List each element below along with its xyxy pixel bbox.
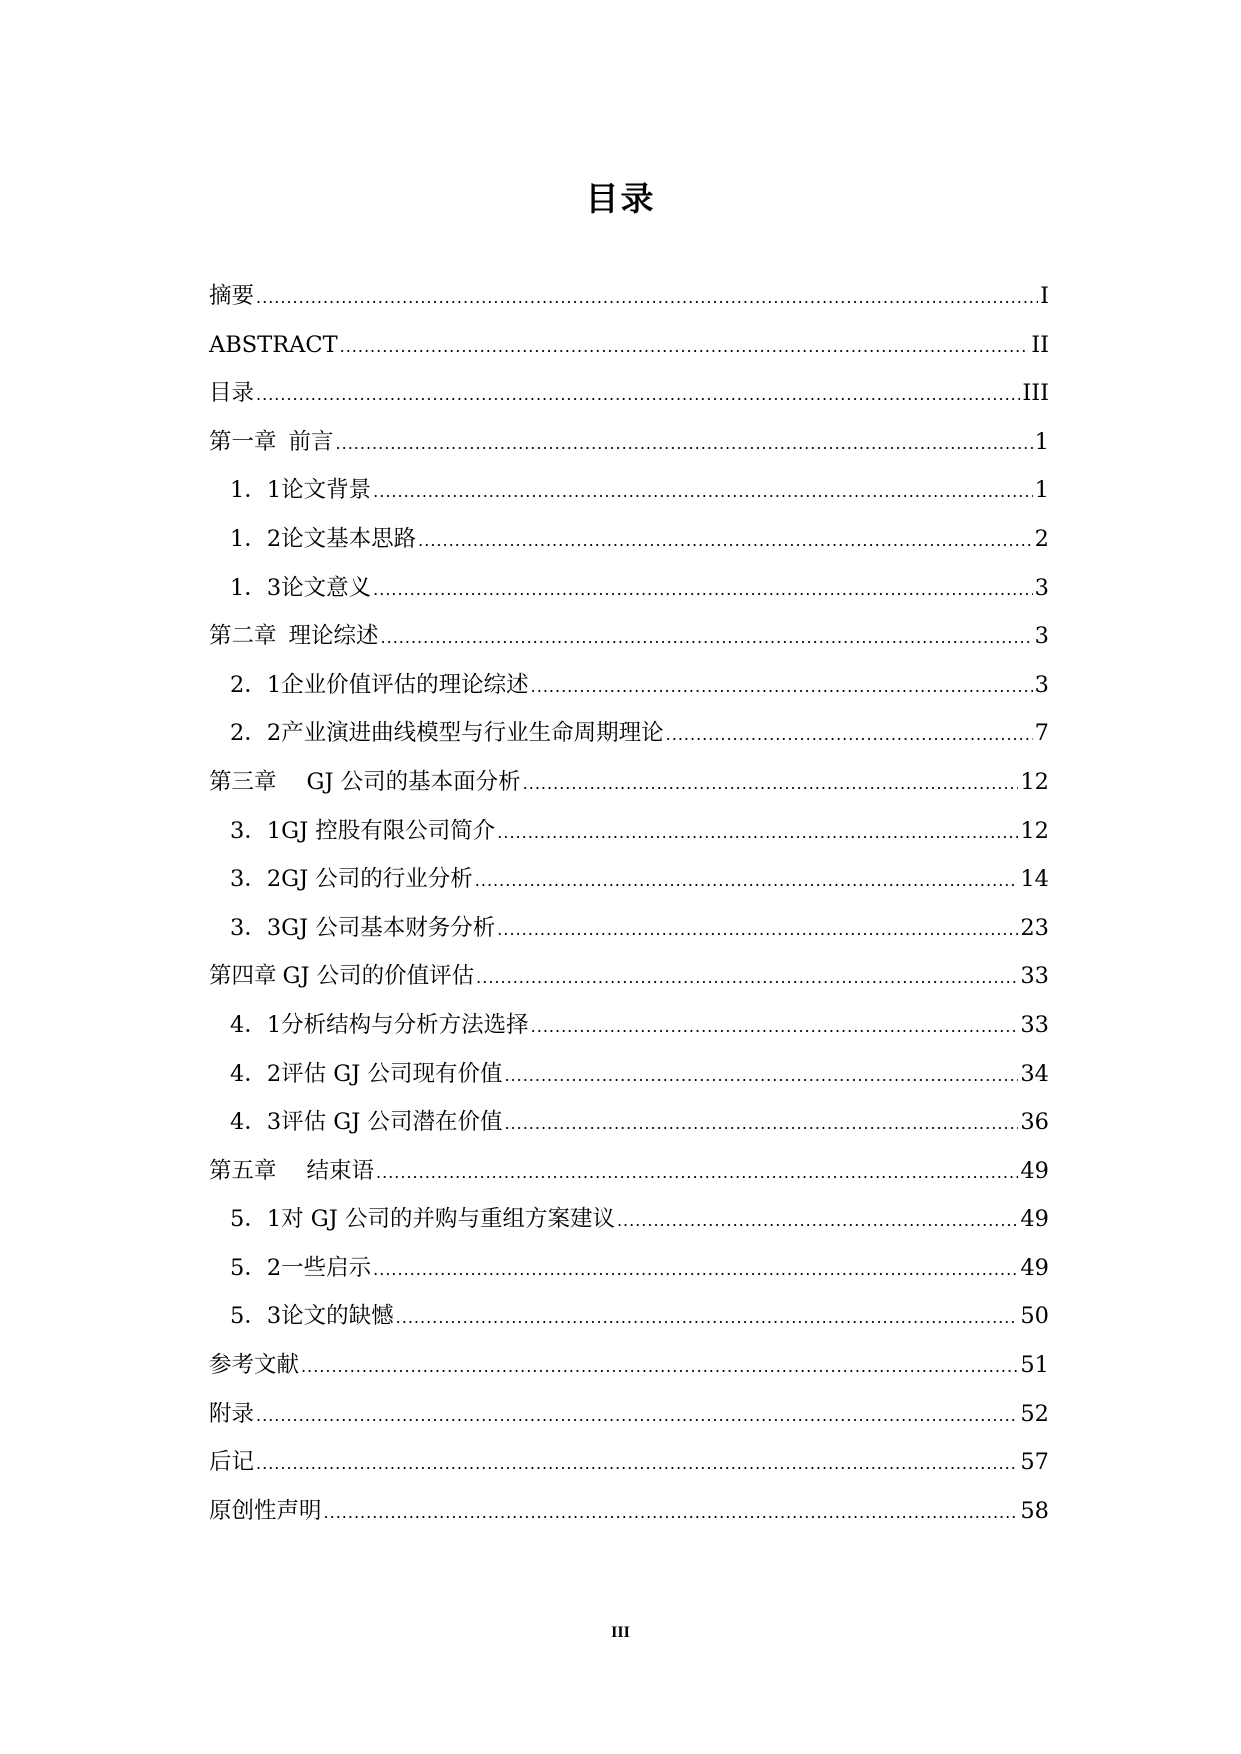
toc-entry-label: 原创性声明 bbox=[209, 1497, 322, 1524]
toc-dot-leader bbox=[373, 1246, 1018, 1295]
toc-entry-page: 36 bbox=[1020, 1109, 1049, 1136]
toc-entry-section-2-2[interactable] bbox=[209, 709, 1049, 758]
toc-section-number: 3．1 bbox=[230, 817, 282, 844]
toc-section-number: 4．3 bbox=[230, 1109, 282, 1136]
toc-entry-page: 7 bbox=[1034, 720, 1049, 747]
toc-section-number: 2．1 bbox=[230, 671, 282, 698]
toc-entry-appendix[interactable] bbox=[209, 1390, 1049, 1439]
toc-entry-abstract-en[interactable] bbox=[209, 321, 1049, 370]
toc-dot-leader bbox=[336, 420, 1033, 469]
toc-entry-label: 附录 bbox=[209, 1400, 255, 1427]
toc-dot-leader bbox=[531, 1003, 1019, 1052]
toc-entry-section-4-3[interactable] bbox=[209, 1098, 1049, 1147]
toc-dot-leader bbox=[340, 323, 1030, 372]
toc-entry-label: 产业演进曲线模型与行业生命周期理论 bbox=[281, 720, 664, 747]
toc-entry-page: 49 bbox=[1020, 1254, 1049, 1281]
toc-entry-label: 评估 GJ 公司现有价值 bbox=[281, 1060, 503, 1087]
toc-entry-page: II bbox=[1031, 331, 1049, 358]
toc-entry-page: 3 bbox=[1034, 671, 1049, 698]
toc-entry-page: 33 bbox=[1020, 963, 1049, 990]
toc-entry-label: 对 GJ 公司的并购与重组方案建议 bbox=[281, 1206, 615, 1233]
toc-section-number: 5．1 bbox=[230, 1206, 282, 1233]
toc-entry-section-3-3[interactable] bbox=[209, 904, 1049, 953]
toc-entry-section-5-2[interactable] bbox=[209, 1244, 1049, 1293]
toc-dot-leader bbox=[497, 809, 1018, 858]
toc-dot-leader bbox=[504, 1052, 1018, 1101]
toc-entry-page: 23 bbox=[1020, 914, 1049, 941]
toc-dot-leader bbox=[476, 954, 1018, 1003]
toc-dot-leader bbox=[497, 906, 1018, 955]
toc-entry-page: 14 bbox=[1020, 866, 1049, 893]
toc-entry-abstract-cn[interactable] bbox=[209, 272, 1049, 321]
toc-entry-chapter-1[interactable] bbox=[209, 418, 1049, 467]
toc-chapter-number: 第五章 bbox=[209, 1157, 277, 1184]
toc-dot-leader bbox=[256, 274, 1038, 323]
page-number: III bbox=[611, 1624, 630, 1641]
toc-entry-label: 论文意义 bbox=[281, 574, 372, 601]
toc-dot-leader bbox=[373, 566, 1033, 615]
toc-entry-label: GJ 公司的基本面分析 bbox=[306, 768, 521, 795]
toc-dot-leader bbox=[324, 1489, 1019, 1538]
toc-entry-label: 参考文献 bbox=[209, 1352, 300, 1379]
toc-dot-leader bbox=[523, 760, 1019, 809]
toc-entry-page: 34 bbox=[1020, 1060, 1049, 1087]
toc-section-number: 5．2 bbox=[230, 1254, 282, 1281]
toc-entry-label: 一些启示 bbox=[281, 1254, 372, 1281]
toc-entry-section-1-2[interactable] bbox=[209, 515, 1049, 564]
toc-dot-leader bbox=[504, 1100, 1018, 1149]
toc-dot-leader bbox=[475, 857, 1019, 906]
toc-dot-leader bbox=[531, 663, 1033, 712]
toc-section-number: 1．3 bbox=[230, 574, 282, 601]
toc-dot-leader bbox=[617, 1197, 1018, 1246]
toc-section-number: 3．3 bbox=[230, 914, 282, 941]
toc-entry-page: 12 bbox=[1020, 817, 1049, 844]
toc-entry-page: III bbox=[1022, 380, 1049, 407]
toc-entry-page: 49 bbox=[1020, 1157, 1049, 1184]
toc-chapter-number: 第一章 bbox=[209, 428, 277, 455]
toc-entry-label: 目录 bbox=[209, 380, 255, 407]
toc-entry-chapter-3[interactable] bbox=[209, 758, 1049, 807]
toc-section-number: 5．3 bbox=[230, 1303, 282, 1330]
toc-entry-label: 理论综述 bbox=[288, 623, 379, 650]
toc-entry-label: 摘要 bbox=[209, 283, 255, 309]
toc-entry-label: 评估 GJ 公司潜在价值 bbox=[281, 1109, 503, 1136]
toc-entry-label: 结束语 bbox=[306, 1157, 375, 1184]
toc-entry-section-3-2[interactable] bbox=[209, 855, 1049, 904]
toc-entry-section-4-1[interactable] bbox=[209, 1001, 1049, 1050]
toc-entry-page: 12 bbox=[1020, 768, 1049, 795]
toc-list bbox=[209, 272, 1049, 1535]
toc-chapter-number: 第三章 bbox=[209, 768, 277, 795]
toc-section-number: 1．2 bbox=[230, 525, 282, 552]
toc-section-number: 4．2 bbox=[230, 1060, 282, 1087]
toc-entry-chapter-2[interactable] bbox=[209, 612, 1049, 661]
toc-entry-page: 1 bbox=[1034, 428, 1049, 455]
toc-entry-section-2-1[interactable] bbox=[209, 661, 1049, 710]
toc-entry-contents[interactable] bbox=[209, 369, 1049, 418]
toc-entry-page: 50 bbox=[1020, 1303, 1049, 1330]
toc-entry-page: 57 bbox=[1020, 1449, 1049, 1476]
toc-entry-page: 51 bbox=[1020, 1352, 1049, 1379]
toc-dot-leader bbox=[373, 468, 1033, 517]
toc-entry-page: 3 bbox=[1034, 574, 1049, 601]
toc-chapter-number: 第四章 bbox=[209, 963, 277, 990]
toc-section-number: 2．2 bbox=[230, 720, 282, 747]
toc-entry-section-1-3[interactable] bbox=[209, 564, 1049, 613]
toc-dot-leader bbox=[381, 614, 1033, 663]
toc-entry-section-4-2[interactable] bbox=[209, 1050, 1049, 1099]
toc-section-number: 4．1 bbox=[230, 1011, 282, 1038]
toc-dot-leader bbox=[301, 1343, 1018, 1392]
toc-entry-label: 论文背景 bbox=[281, 477, 372, 504]
toc-entry-section-5-1[interactable] bbox=[209, 1195, 1049, 1244]
toc-entry-chapter-5[interactable] bbox=[209, 1147, 1049, 1196]
toc-entry-label: 论文基本思路 bbox=[281, 525, 417, 552]
toc-entry-section-5-3[interactable] bbox=[209, 1292, 1049, 1341]
toc-entry-page: 58 bbox=[1020, 1497, 1049, 1524]
toc-dot-leader bbox=[256, 371, 1020, 420]
toc-entry-label: 分析结构与分析方法选择 bbox=[281, 1011, 529, 1038]
toc-entry-page: 2 bbox=[1034, 525, 1049, 552]
toc-dot-leader bbox=[418, 517, 1033, 566]
toc-entry-label: 前言 bbox=[288, 428, 334, 455]
toc-entry-label: GJ 公司的价值评估 bbox=[282, 963, 475, 990]
toc-dot-leader bbox=[256, 1392, 1018, 1441]
toc-entry-page: 33 bbox=[1020, 1011, 1049, 1038]
toc-dot-leader bbox=[396, 1294, 1019, 1343]
toc-entry-originality-statement[interactable] bbox=[209, 1487, 1049, 1536]
toc-entry-chapter-4[interactable] bbox=[209, 952, 1049, 1001]
toc-entry-page: I bbox=[1040, 283, 1049, 309]
toc-entry-page: 52 bbox=[1020, 1400, 1049, 1427]
toc-entry-page: 3 bbox=[1034, 623, 1049, 650]
toc-entry-label: 后记 bbox=[209, 1449, 255, 1476]
toc-entry-label: GJ 控股有限公司简介 bbox=[281, 817, 496, 844]
toc-entry-label: 论文的缺憾 bbox=[281, 1303, 394, 1330]
toc-chapter-number: 第二章 bbox=[209, 623, 277, 650]
toc-entry-label: 企业价值评估的理论综述 bbox=[281, 671, 529, 698]
toc-section-number: 1．1 bbox=[230, 477, 282, 504]
toc-entry-section-1-1[interactable] bbox=[209, 466, 1049, 515]
toc-entry-postscript[interactable] bbox=[209, 1438, 1049, 1487]
toc-section-number: 3．2 bbox=[230, 866, 282, 893]
toc-entry-page: 1 bbox=[1034, 477, 1049, 504]
toc-title: 目录 bbox=[585, 179, 656, 218]
toc-dot-leader bbox=[376, 1149, 1018, 1198]
toc-entry-label: GJ 公司的行业分析 bbox=[281, 866, 473, 893]
toc-entry-label: GJ 公司基本财务分析 bbox=[281, 914, 496, 941]
toc-entry-references[interactable] bbox=[209, 1341, 1049, 1390]
toc-dot-leader bbox=[666, 711, 1033, 760]
toc-entry-label: ABSTRACT bbox=[209, 331, 338, 358]
toc-entry-section-3-1[interactable] bbox=[209, 807, 1049, 856]
toc-dot-leader bbox=[256, 1440, 1018, 1489]
toc-entry-page: 49 bbox=[1020, 1206, 1049, 1233]
